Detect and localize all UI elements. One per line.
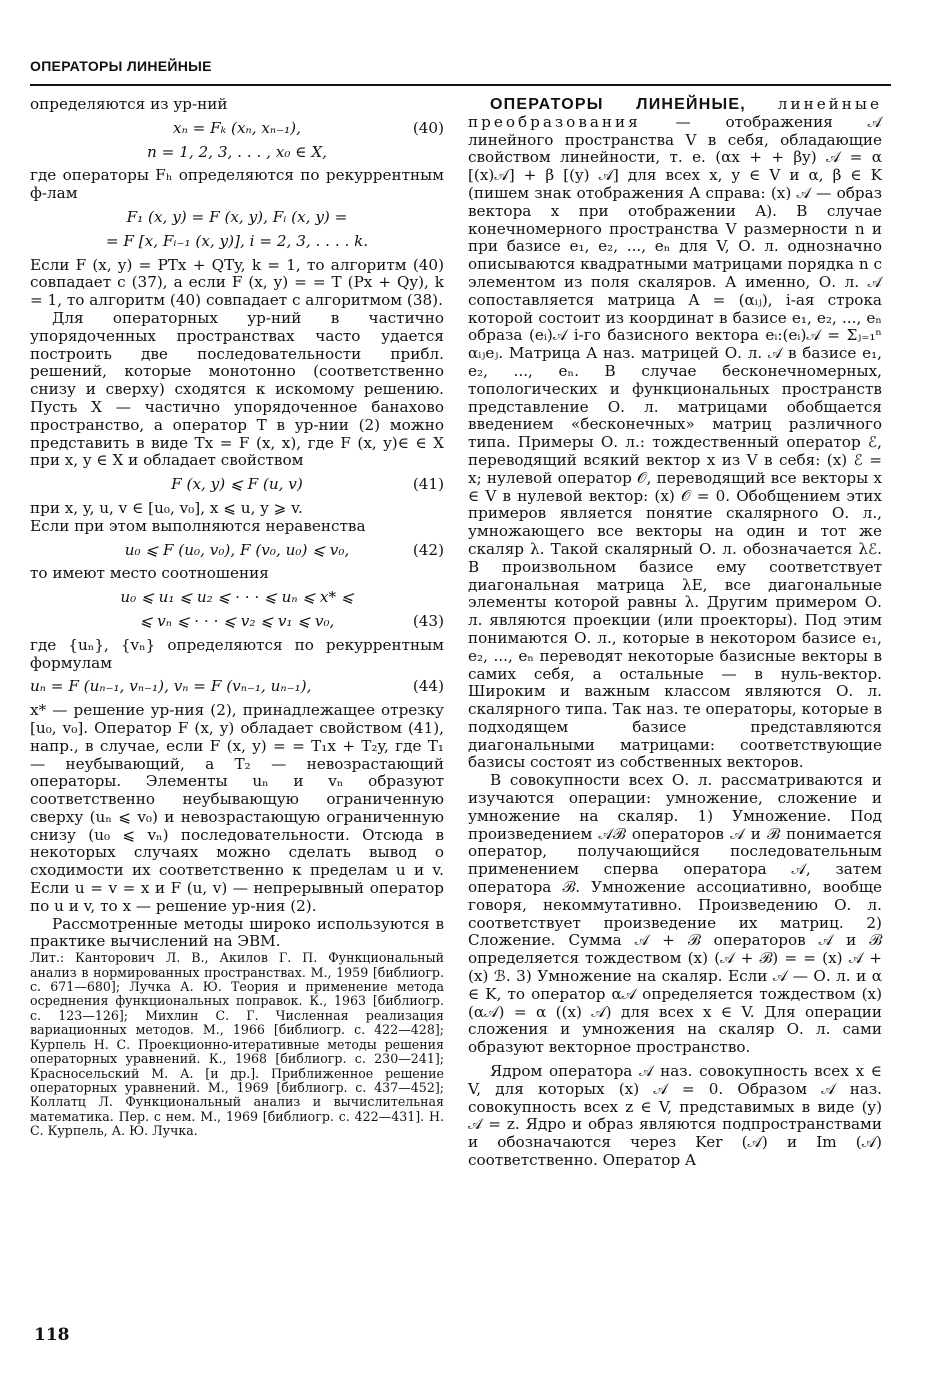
equation-text: n = 1, 2, 3, . . . , x₀ ∈ X, [147,142,327,161]
equation-text: F (x, y) ⩽ F (u, v) [171,475,303,494]
equation-text: F₁ (x, y) = F (x, y), Fᵢ (x, y) = [126,207,348,226]
left-column [30,96,444,1139]
paragraph: то имеют место соотношения [30,564,269,583]
paragraph: В совокупности всех О. л. рассматриваются и изучаются операции: умножение, сложение и умножение на скаляр. 1) Умножение. Под произведением 𝒜ℬ операторов 𝒜 и ℬ понимается оператор, получающийся последовательным применением сперва оператора 𝒜, затем оператора ℬ. Умножение ассоциативно, вообще говоря, некоммутативно. Произведению О. л. соответствует произведение их матриц. 2) Сложение. Сумма 𝒜 + ℬ операторов 𝒜 и ℬ определяется тождеством (x) (𝒜 + ℬ) = = (x) 𝒜 + (x) ℬ. 3) Умножение на скаляр. Если 𝒜 — О. л. и α ∈ K, то оператор α𝒜 определяется тождеством (x) (α𝒜) = α ((x) 𝒜) для всех x ∈ V. Для операции сложения и умножения на скаляр О. л. сами образуют векторное пространство. [468,771,882,1057]
paragraph: Если при этом выполняются неравенства [30,516,366,535]
equation-44 [30,678,444,696]
equation-text: u₀ ⩽ u₁ ⩽ u₂ ⩽ · · · ⩽ uₙ ⩽ x* ⩽ [120,588,354,607]
equation-number: (44) [412,677,444,696]
paragraph: Рассмотренные методы широко используются в практике вычислений на ЭВМ. [30,914,444,951]
literature-references: Лит.: Канторович Л. В., Акилов Г. П. Функциональный анализ в нормированных пространствах. М., 1959 [библиогр. с. 671—680]; Лучка А. Ю. Теория и применение метода осреднения функциональных поправок. К., 1963 [библиогр. с. 123—126]; Михлин С. Г. Численная реализация вариационных методов. М., 1966 [библиогр. с. 422—428]; Курпель Н. С. Проекционно-итеративные методы решения операторных уравнений. К., 1968 [библиогр. с. 230—241]; Красносельский М. А. [и др.]. Приближенное решение операторных уравнений. М., 1969 [библиогр. с. 437—452]; Коллатц Л. Функциональный анализ и вычислительная математика. Пер. с нем. М., 1969 [библиогр. с. 422—431]. Н. С. Курпель, А. Ю. Лучка. [30,950,444,1139]
paragraph: Для операторных ур-ний в частично упорядоченных пространствах часто удается построить две последовательности прибл. решений, которые монотонно (соответственно снизу и сверху) сходятся к искомому решению. Пусть X — частично упорядоченное банахово пространство, а оператор T в ур-нии (2) можно представить в виде Tx = F (x, x), где F (x, y)∈ ∈ X при x, y ∈ X и обладает свойством [30,308,444,470]
right-column [468,96,882,1170]
paragraph: определяются из ур-ний [30,95,228,113]
equation-f2 [30,233,444,251]
equation-40 [30,120,444,138]
equation-40-cont [30,144,444,162]
equation-text: ⩽ vₙ ⩽ · · · ⩽ v₂ ⩽ v₁ ⩽ v₀, [139,611,335,630]
paragraph: Ядром оператора 𝒜 наз. совокупность всех x ∈ V, для которых (x) 𝒜 = 0. Образом 𝒜 наз. совокупность всех z ∈ V, представимых в виде (y) 𝒜 = z. Ядро и образ являются подпространствами и обозначаются через Ker (𝒜) и Im (𝒜) соответственно. Оператор A [468,1062,882,1170]
equation-43 [30,589,444,607]
equation-f1 [30,209,444,227]
equation-number: (40) [412,118,444,137]
equation-number: (42) [412,540,444,559]
equation-text: u₀ ⩽ F (u₀, v₀), F (v₀, u₀) ⩽ v₀, [124,540,350,559]
equation-42 [30,542,444,560]
paragraph: где {uₙ}, {vₙ} определяются по рекуррентным формулам [30,635,444,672]
paragraph: при x, y, u, v ∈ [u₀, v₀], x ⩽ u, y ⩾ v. [30,498,303,517]
paragraph: Если F (x, y) = PTx + QTy, k = 1, то алгоритм (40) совпадает с (37), а если F (x, y) = = T (Px + Qy), k = 1, то алгоритм (40) совпадает с алгоритмом (38). [30,255,444,310]
equation-43-cont [30,613,444,631]
paragraph: — отображения 𝒜 линейного пространства V в себя, обладающие свойством линейности, т. е. (αx + + βy) 𝒜 = α [(x)𝒜] + β [(y) 𝒜] для всех x, y ∈ V и α, β ∈ K (пишем знак отображения A справа: (x) 𝒜 — образ вектора x при отображении A). В случае конечномерного пространства V размерности n и при базисе e₁, e₂, ..., eₙ для V, О. л. однозначно описываются квадратными матрицами порядка n с элементом из поля скаляров. А именно, О. л. 𝒜 сопоставляется матрица A = (αᵢⱼ), i-ая строка которой состоит из координат в базисе e₁, e₂, ..., eₙ образа (eᵢ)𝒜 i-го базисного вектора eᵢ:(eᵢ)𝒜 = Σⱼ₌₁ⁿ αᵢⱼeⱼ. Матрица A наз. матрицей О. л. 𝒜 в базисе e₁, e₂, ..., eₙ. В случае бесконечномерных, топологических и функциональных пространств представление О. л. матрицами обобщается введением «бесконечных» матриц различного типа. Примеры О. л.: тождественный оператор ℰ, переводящий всякий вектор x из V в себя: (x) ℰ = x; нулевой оператор 𝒪, переводящий все векторы x ∈ V в нулевой вектор: (x) 𝒪 = 0. Обобщением этих примеров является понятие скалярного О. л., умножающего все векторы на один и тот же скаляр λ. Такой скалярный О. л. обозначается λℰ. В произвольном базисе ему соответствует диагональная матрица λE, все диагональные элементы которой равны λ. Другим примером О. л. являются проекции (или проекторы). Под этим понимаются О. л., которые в некотором базисе e₁, e₂, ..., eₙ переводят некоторые базисные векторы в самих себя, а остальные — в нуль-вектор. Широким и важным классом являются О. л. скалярного типа. Так наз. те операторы, которые в подходящем базисе представляются диагональными матрицами: соответствующие базисы состоят из собственных векторов. [468,112,883,772]
paragraph: где операторы Fₕ определяются по рекуррентным ф-лам [30,166,444,203]
running-head: ОПЕРАТОРЫ ЛИНЕЙНЫЕ [30,58,212,74]
equation-41 [30,476,444,494]
definition-term: линейные преобразования [468,95,882,131]
equation-text: xₙ = Fₖ (xₙ, xₙ₋₁), [173,118,301,137]
equation-number: (43) [412,611,444,630]
page-number: 118 [34,1325,70,1345]
article-headword: ОПЕРАТОРЫ ЛИНЕЙНЫЕ, [490,96,746,113]
equation-number: (41) [412,475,444,494]
equation-text: uₙ = F (uₙ₋₁, vₙ₋₁), vₙ = F (vₙ₋₁, uₙ₋₁), [30,677,312,696]
paragraph: x* — решение ур-ния (2), принадлежащее отрезку [u₀, v₀]. Оператор F (x, y) обладает свойством (41), напр., в случае, если F (x, y) = = T₁x + T₂y, где T₁ — неубывающий, а T₂ — невозрастающий операторы. Элементы uₙ и vₙ образуют соответственно неубывающую ограниченную сверху (uₙ ⩽ v₀) и невозрастающую ограниченную снизу (u₀ ⩽ vₙ) последовательности. Отсюда в некоторых случаях можно сделать вывод о сходимости их соответственно к пределам u и v. Если u = v = x и F (u, v) — непрерывный оператор по u и v, то x — решение ур-ния (2). [30,701,444,915]
header-rule [30,84,891,86]
equation-text: = F [x, Fᵢ₋₁ (x, y)], i = 2, 3, . . . . k. [105,231,369,250]
